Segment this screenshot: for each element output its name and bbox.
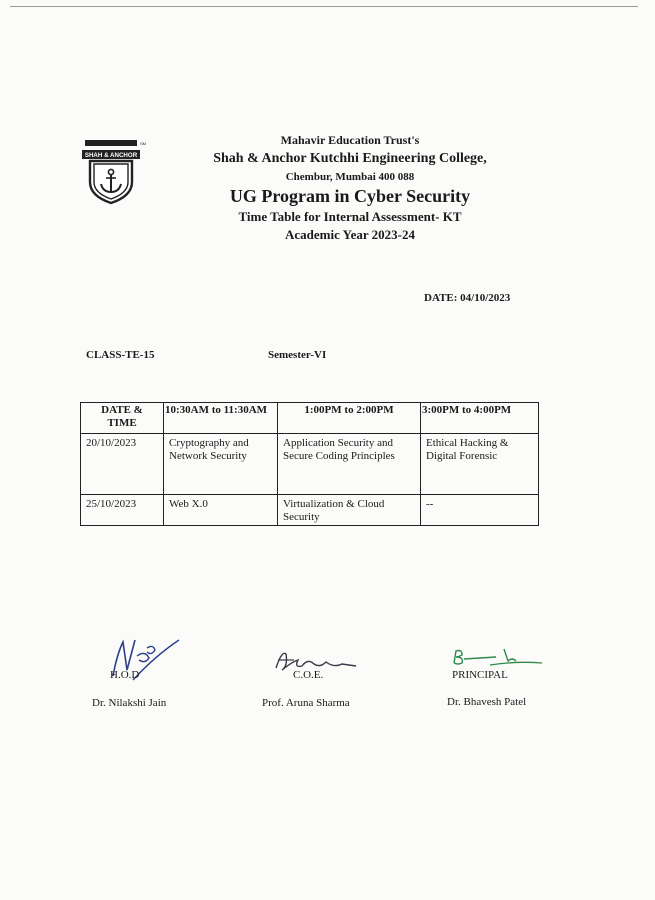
page-top-border — [10, 6, 638, 7]
table-cell-date: 20/10/2023 — [81, 434, 164, 495]
semester-label: Semester-VI — [268, 349, 327, 361]
table-cell: Web X.0 — [164, 495, 278, 526]
table-row — [81, 434, 539, 495]
timetable — [80, 402, 539, 526]
table-cell: Ethical Hacking & Digital Forensic — [421, 434, 539, 495]
program-title: UG Program in Cyber Security — [229, 185, 471, 206]
college-logo — [80, 136, 146, 206]
table-cell: Application Security and Secure Coding Principles — [278, 434, 421, 495]
trust-name: Mahavir Education Trust's — [280, 133, 420, 147]
column-header-slot-2: 1:00PM to 2:00PM — [278, 403, 421, 434]
logo-mark: SM — [140, 141, 146, 146]
column-header-slot-3: 3:00PM to 4:00PM — [421, 403, 539, 434]
column-header-slot-1: 10:30AM to 11:30AM — [164, 403, 278, 434]
table-cell-date: 25/10/2023 — [81, 495, 164, 526]
class-label: CLASS-TE-15 — [86, 349, 155, 361]
table-row — [81, 495, 539, 526]
coe-title: C.O.E. — [293, 669, 324, 681]
principal-name: Dr. Bhavesh Patel — [447, 696, 527, 708]
table-cell: -- — [421, 495, 539, 526]
college-name: Shah & Anchor Kutchhi Engineering College, — [213, 151, 487, 167]
anchor-shield-icon — [80, 136, 146, 206]
document-date: DATE: 04/10/2023 — [424, 292, 511, 304]
timetable-title: Time Table for Internal Assessment- KT — [238, 209, 462, 225]
hod-title: H.O.D — [110, 669, 140, 681]
hod-name: Dr. Nilakshi Jain — [92, 697, 167, 709]
table-cell: Cryptography and Network Security — [164, 434, 278, 495]
academic-year: Academic Year 2023-24 — [285, 226, 415, 242]
logo-text: SHAH & ANCHOR — [84, 152, 138, 159]
table-header-row — [81, 403, 539, 434]
college-address: Chembur, Mumbai 400 088 — [285, 170, 415, 183]
document-header — [180, 134, 520, 242]
principal-title: PRINCIPAL — [452, 669, 508, 681]
table-cell: Virtualization & Cloud Security — [278, 495, 421, 526]
column-header-date-time: DATE & TIME — [81, 403, 164, 434]
coe-name: Prof. Aruna Sharma — [262, 697, 350, 709]
